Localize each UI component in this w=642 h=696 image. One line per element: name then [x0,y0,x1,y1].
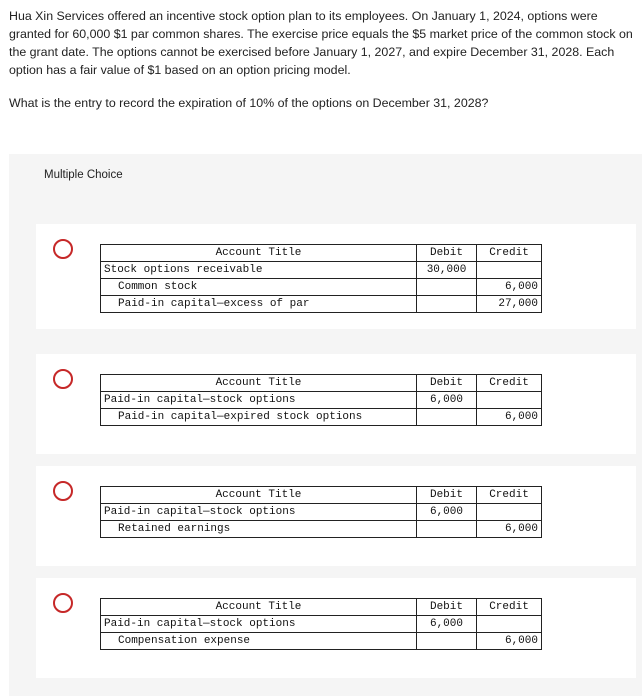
table-header-row [101,245,542,262]
credit-cell [477,262,542,279]
header-account-title: Account Title [101,599,417,616]
debit-cell: 6,000 [417,504,477,521]
header-account-title: Account Title [101,375,417,392]
header-credit: Credit [477,375,542,392]
header-debit: Debit [417,245,477,262]
header-account-title: Account Title [101,245,417,262]
table-header-row [101,599,542,616]
debit-cell [417,296,477,313]
header-debit: Debit [417,487,477,504]
credit-cell: 27,000 [477,296,542,313]
table-row [101,409,542,426]
table-header-row [101,487,542,504]
question-text: Hua Xin Services offered an incentive stock option plan to its employees. On January 1, 2024, options were granted for 60,000 $1 par common shares. The exercise price equals the $5 market price of the common stock on the grant date. The options cannot be exercised before January 1, 2027, and expire December 31, 2028. Each option has a fair value of $1 based on an option pricing model. [9,9,633,77]
debit-cell [417,279,477,296]
table-row [101,504,542,521]
account-cell: Paid-in capital—stock options [101,504,417,521]
table-row [101,279,542,296]
credit-cell: 6,000 [477,633,542,650]
table-row [101,392,542,409]
table-row [101,521,542,538]
header-debit: Debit [417,599,477,616]
radio-option-a[interactable] [53,239,73,259]
credit-cell [477,392,542,409]
header-credit: Credit [477,245,542,262]
header-credit: Credit [477,487,542,504]
choice-option-a[interactable] [36,224,636,329]
choice-option-c[interactable] [36,466,636,566]
table-row [101,633,542,650]
multiple-choice-panel [9,154,642,696]
radio-option-b[interactable] [53,369,73,389]
multiple-choice-label: Multiple Choice [44,169,123,181]
debit-cell [417,521,477,538]
credit-cell: 6,000 [477,521,542,538]
header-account-title: Account Title [101,487,417,504]
question-prompt: What is the entry to record the expiration of 10% of the options on December 31, 2028? [9,96,489,110]
header-debit: Debit [417,375,477,392]
credit-cell: 6,000 [477,409,542,426]
table-row [101,262,542,279]
account-cell: Retained earnings [101,521,417,538]
table-row [101,296,542,313]
account-cell: Paid-in capital—excess of par [101,296,417,313]
table-row [101,616,542,633]
credit-cell [477,504,542,521]
journal-table-d [100,598,542,650]
credit-cell [477,616,542,633]
account-cell: Paid-in capital—stock options [101,616,417,633]
radio-option-c[interactable] [53,481,73,501]
table-header-row [101,375,542,392]
header-credit: Credit [477,599,542,616]
debit-cell: 6,000 [417,392,477,409]
account-cell: Paid-in capital—stock options [101,392,417,409]
choice-option-d[interactable] [36,578,636,678]
journal-table-a [100,244,542,313]
account-cell: Compensation expense [101,633,417,650]
journal-table-c [100,486,542,538]
radio-option-d[interactable] [53,593,73,613]
account-cell: Common stock [101,279,417,296]
credit-cell: 6,000 [477,279,542,296]
debit-cell [417,409,477,426]
debit-cell: 6,000 [417,616,477,633]
journal-table-b [100,374,542,426]
debit-cell [417,633,477,650]
debit-cell: 30,000 [417,262,477,279]
account-cell: Paid-in capital—expired stock options [101,409,417,426]
choice-option-b[interactable] [36,354,636,454]
account-cell: Stock options receivable [101,262,417,279]
